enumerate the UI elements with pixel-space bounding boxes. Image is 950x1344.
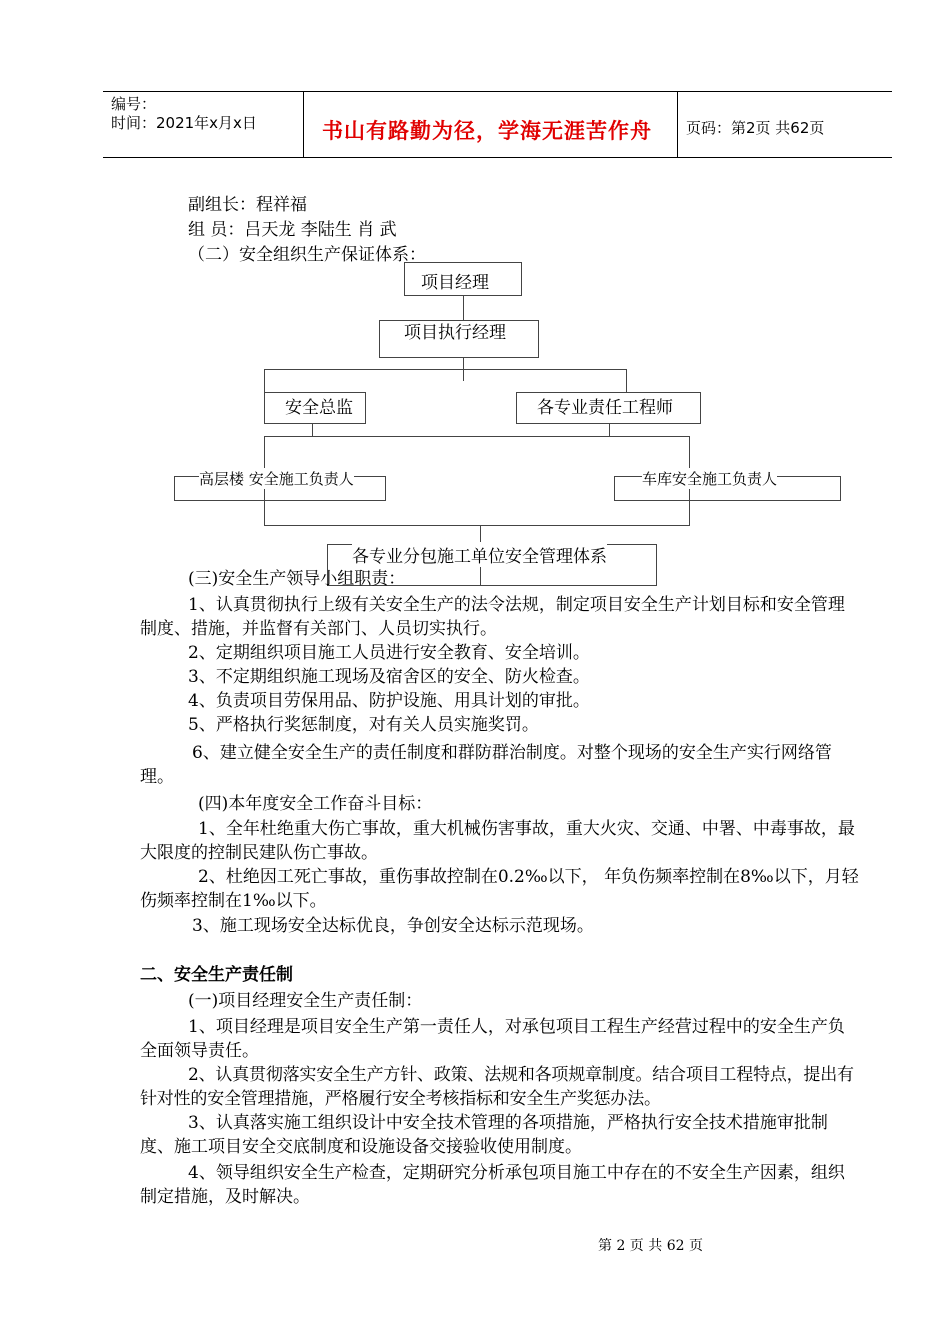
section3-item: 3、不定期组织施工现场及宿舍区的安全、防火检查。 <box>188 667 590 687</box>
section3-item: 2、定期组织项目施工人员进行安全教育、安全培训。 <box>188 643 590 663</box>
time-label: 时间：2021年x月x日 <box>111 114 257 132</box>
chapter2-item: 1、项目经理是项目安全生产第一责任人，对承包项目工程生产经营过程中的安全生产负全面领导责任。 <box>140 1017 845 1061</box>
deputy-leader: 副组长：程祥福 <box>188 195 307 215</box>
chapter2-item: 2、认真贯彻落实安全生产方针、政策、法规和各项规章制度。结合项目工程特点，提出有针对性的安全管理措施，严格履行安全考核指标和安全生产奖惩办法。 <box>140 1065 854 1109</box>
section3-item: 4、负责项目劳保用品、防护设施、用具计划的审批。 <box>188 691 590 711</box>
page-label: 页码：第2页 共62页 <box>686 119 825 137</box>
section3-heading: (三)安全生产领导小组职责： <box>188 569 406 589</box>
section3-item: 1、认真贯彻执行上级有关安全生产的法令法规，制定项目安全生产计划目标和安全管理制度、措施，并监督有关部门、人员切实执行。 <box>140 595 845 639</box>
org-node-highrise: 高层楼 安全施工负责人 <box>199 470 354 488</box>
section4-item: 3、施工现场安全达标优良，争创安全达标示范现场。 <box>192 916 594 936</box>
section3-item: 6、建立健全安全生产的责任制度和群防群治制度。对整个现场的安全生产实行网络管理。 <box>140 743 832 787</box>
section4-heading: (四)本年度安全工作奋斗目标： <box>198 794 433 814</box>
chapter2-item: 3、认真落实施工组织设计中安全技术管理的各项措施，严格执行安全技术措施审批制度、施工项目安全交底制度和设施设备交接验收使用制度。 <box>140 1113 828 1157</box>
section4-item: 2、杜绝因工死亡事故，重伤事故控制在0.2‰以下， 年负伤频率控制在8‰以下，月轻伤频率控制在1‰以下。 <box>140 867 859 911</box>
org-node-project-manager: 项目经理 <box>421 273 489 293</box>
page-footer: 第 2 页 共 62 页 <box>598 1238 703 1254</box>
chapter2-subheading: (一)项目经理安全生产责任制： <box>188 991 423 1011</box>
org-node-safety-director: 安全总监 <box>285 398 353 418</box>
chapter2-title: 二、安全生产责任制 <box>140 965 293 985</box>
org-node-garage: 车库安全施工负责人 <box>642 470 778 488</box>
system-heading: （二）安全组织生产保证体系： <box>188 245 426 265</box>
org-node-engineers: 各专业责任工程师 <box>537 398 673 418</box>
org-node-subcontractors: 各专业分包施工单位安全管理体系 <box>352 542 607 567</box>
org-node-exec-manager: 项目执行经理 <box>404 323 506 343</box>
chapter2-item: 4、领导组织安全生产检查，定期研究分析承包项目施工中存在的不安全生产因素，组织制定措施，及时解决。 <box>140 1163 845 1207</box>
section4-item: 1、全年杜绝重大伤亡事故，重大机械伤害事故，重大火灾、交通、中署、中毒事故，最大限度的控制民建队伤亡事故。 <box>140 819 855 863</box>
group-members: 组 员：吕天龙 李陆生 肖 武 <box>188 220 397 240</box>
number-label: 编号： <box>111 95 157 113</box>
motto: 书山有路勤为径，学海无涯苦作舟 <box>322 118 652 143</box>
section3-item: 5、严格执行奖惩制度，对有关人员实施奖罚。 <box>188 715 539 735</box>
